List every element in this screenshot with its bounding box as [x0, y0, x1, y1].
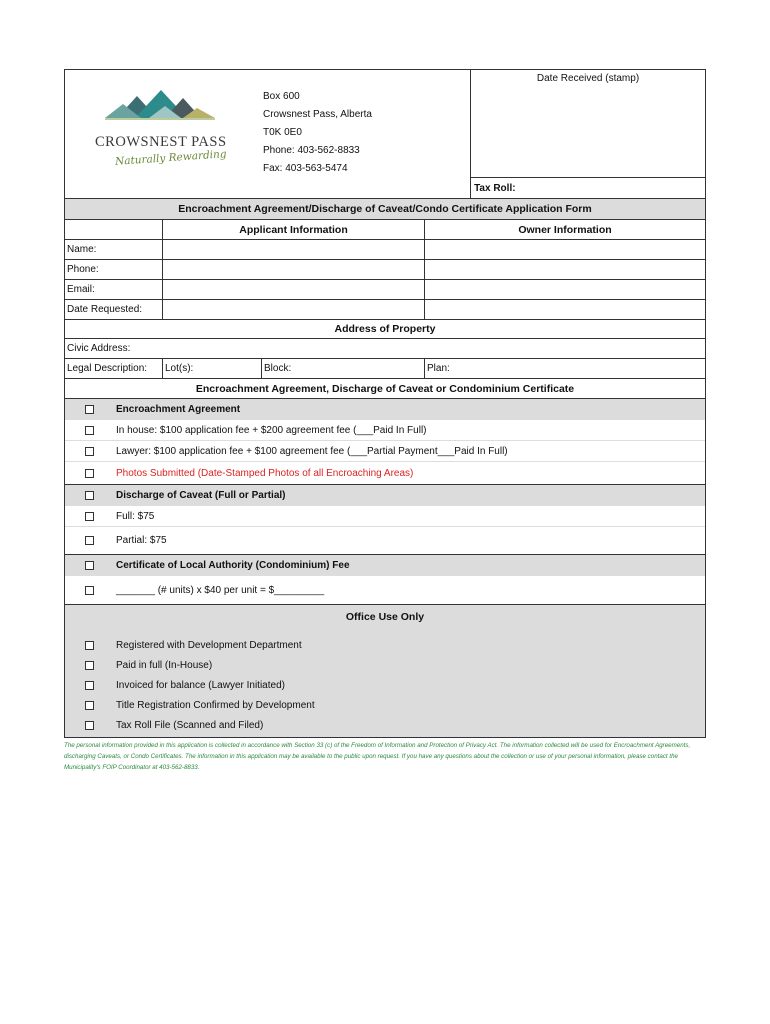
applicant-name-field[interactable] — [162, 240, 424, 259]
photos-label: Photos Submitted (Date-Stamped Photos of all Encroaching Areas) — [116, 467, 414, 479]
lawyer-label: Lawyer: $100 application fee + $100 agreement fee (___Partial Payment___Paid In Full) — [116, 445, 508, 457]
tax-roll-field[interactable]: Tax Roll: — [471, 177, 705, 198]
form-title-row — [65, 198, 705, 219]
logo — [65, 70, 255, 198]
property-title: Address of Property — [334, 323, 436, 335]
in-house-label: In house: $100 application fee + $200 agreement fee (___Paid In Full) — [116, 424, 427, 436]
office-item — [65, 715, 705, 735]
office-item — [65, 695, 705, 715]
condo-checkbox[interactable] — [85, 561, 94, 570]
phone-row — [65, 259, 705, 279]
office-item-label: Title Registration Confirmed by Development — [116, 699, 315, 711]
checkbox-row — [65, 440, 705, 461]
date-requested-label: Date Requested: — [67, 304, 143, 315]
privacy-notice: The personal information provided in this application is collected in accordance with Section 33 (c) of the Freedom of Information and Protection of Privacy Act. The information collected will be used for Encroachment Agreements, discharging Caveats, or Condo Certificates. The information in this application may be available to the public upon request. If you have any questions about the collection or use of your personal information, please contact the Municipality's FOIP Coordinator at 403-562-8833. — [64, 742, 691, 771]
date-requested-row — [65, 299, 705, 319]
name-label: Name: — [67, 244, 97, 255]
caveat-title: Discharge of Caveat (Full or Partial) — [116, 489, 286, 501]
office-item — [65, 675, 705, 695]
plan-field[interactable]: Plan: — [424, 359, 705, 378]
office-checkbox[interactable] — [85, 701, 94, 710]
legal-description-label: Legal Description: — [67, 363, 148, 374]
full-checkbox[interactable] — [85, 512, 94, 521]
owner-info-header: Owner Information — [424, 220, 705, 239]
encroachment-header — [65, 398, 705, 419]
checkbox-row — [65, 461, 705, 484]
office-list — [65, 629, 705, 737]
condo-header — [65, 554, 705, 575]
logo-name: CROWSNEST PASS — [95, 134, 227, 150]
municipal-address — [255, 70, 470, 198]
property-title-row — [65, 319, 705, 338]
address-line: Box 600 — [263, 91, 300, 102]
units-checkbox[interactable] — [85, 586, 94, 595]
office-title-row — [65, 604, 705, 629]
office-item — [65, 635, 705, 655]
in-house-checkbox[interactable] — [85, 426, 94, 435]
checkbox-row — [65, 526, 705, 554]
partial-checkbox[interactable] — [85, 536, 94, 545]
section-title: Encroachment Agreement, Discharge of Caveat or Condominium Certificate — [195, 382, 575, 395]
caveat-checkbox[interactable] — [85, 491, 94, 500]
full-label: Full: $75 — [116, 510, 155, 522]
block-field[interactable]: Block: — [261, 359, 424, 378]
applicant-info-header: Applicant Information — [162, 220, 424, 239]
encroachment-checkbox[interactable] — [85, 405, 94, 414]
encroachment-title: Encroachment Agreement — [116, 403, 241, 415]
office-checkbox[interactable] — [85, 721, 94, 730]
address-line: Fax: 403-563-5474 — [263, 163, 348, 174]
form-header — [65, 70, 705, 198]
name-row — [65, 239, 705, 259]
address-line: Crowsnest Pass, Alberta — [263, 109, 372, 120]
checkbox-row — [65, 505, 705, 526]
office-item-label: Invoiced for balance (Lawyer Initiated) — [116, 679, 285, 691]
owner-phone-field[interactable] — [424, 260, 705, 279]
date-received-label[interactable]: Date Received (stamp) — [536, 73, 640, 84]
info-header-row — [65, 219, 705, 239]
office-item-label: Registered with Development Department — [116, 639, 302, 651]
application-form — [64, 69, 706, 738]
legal-description-row — [65, 358, 705, 378]
office-checkbox[interactable] — [85, 681, 94, 690]
address-line: Phone: 403-562-8833 — [263, 145, 360, 156]
lot-field[interactable]: Lot(s): — [162, 359, 261, 378]
section-title-row — [65, 378, 705, 398]
office-title: Office Use Only — [345, 611, 425, 623]
office-checkbox[interactable] — [85, 641, 94, 650]
email-row — [65, 279, 705, 299]
logo-tagline: Naturally Rewarding — [114, 148, 227, 168]
applicant-email-field[interactable] — [162, 280, 424, 299]
phone-label: Phone: — [67, 264, 99, 275]
form-title: Encroachment Agreement/Discharge of Caveat/Condo Certificate Application Form — [178, 203, 592, 215]
stamp-column — [470, 70, 705, 198]
office-checkbox[interactable] — [85, 661, 94, 670]
address-line: T0K 0E0 — [263, 127, 302, 138]
checkbox-row — [65, 419, 705, 440]
lawyer-checkbox[interactable] — [85, 447, 94, 456]
office-item — [65, 655, 705, 675]
civic-address-field[interactable]: Civic Address: — [67, 343, 131, 354]
partial-label: Partial: $75 — [116, 535, 167, 546]
owner-name-field[interactable] — [424, 240, 705, 259]
caveat-header — [65, 484, 705, 505]
applicant-phone-field[interactable] — [162, 260, 424, 279]
checkbox-row — [65, 575, 705, 604]
owner-email-field[interactable] — [424, 280, 705, 299]
office-item-label: Tax Roll File (Scanned and Filed) — [116, 719, 264, 731]
condo-title: Certificate of Local Authority (Condominium) Fee — [116, 559, 350, 571]
units-label: _______ (# units) x $40 per unit = $_________ — [116, 584, 325, 596]
office-item-label: Paid in full (In-House) — [116, 659, 213, 671]
civic-address-row — [65, 338, 705, 358]
applicant-date-field[interactable] — [162, 300, 424, 319]
email-label: Email: — [67, 284, 95, 295]
owner-date-field[interactable] — [424, 300, 705, 319]
photos-checkbox[interactable] — [85, 469, 94, 478]
